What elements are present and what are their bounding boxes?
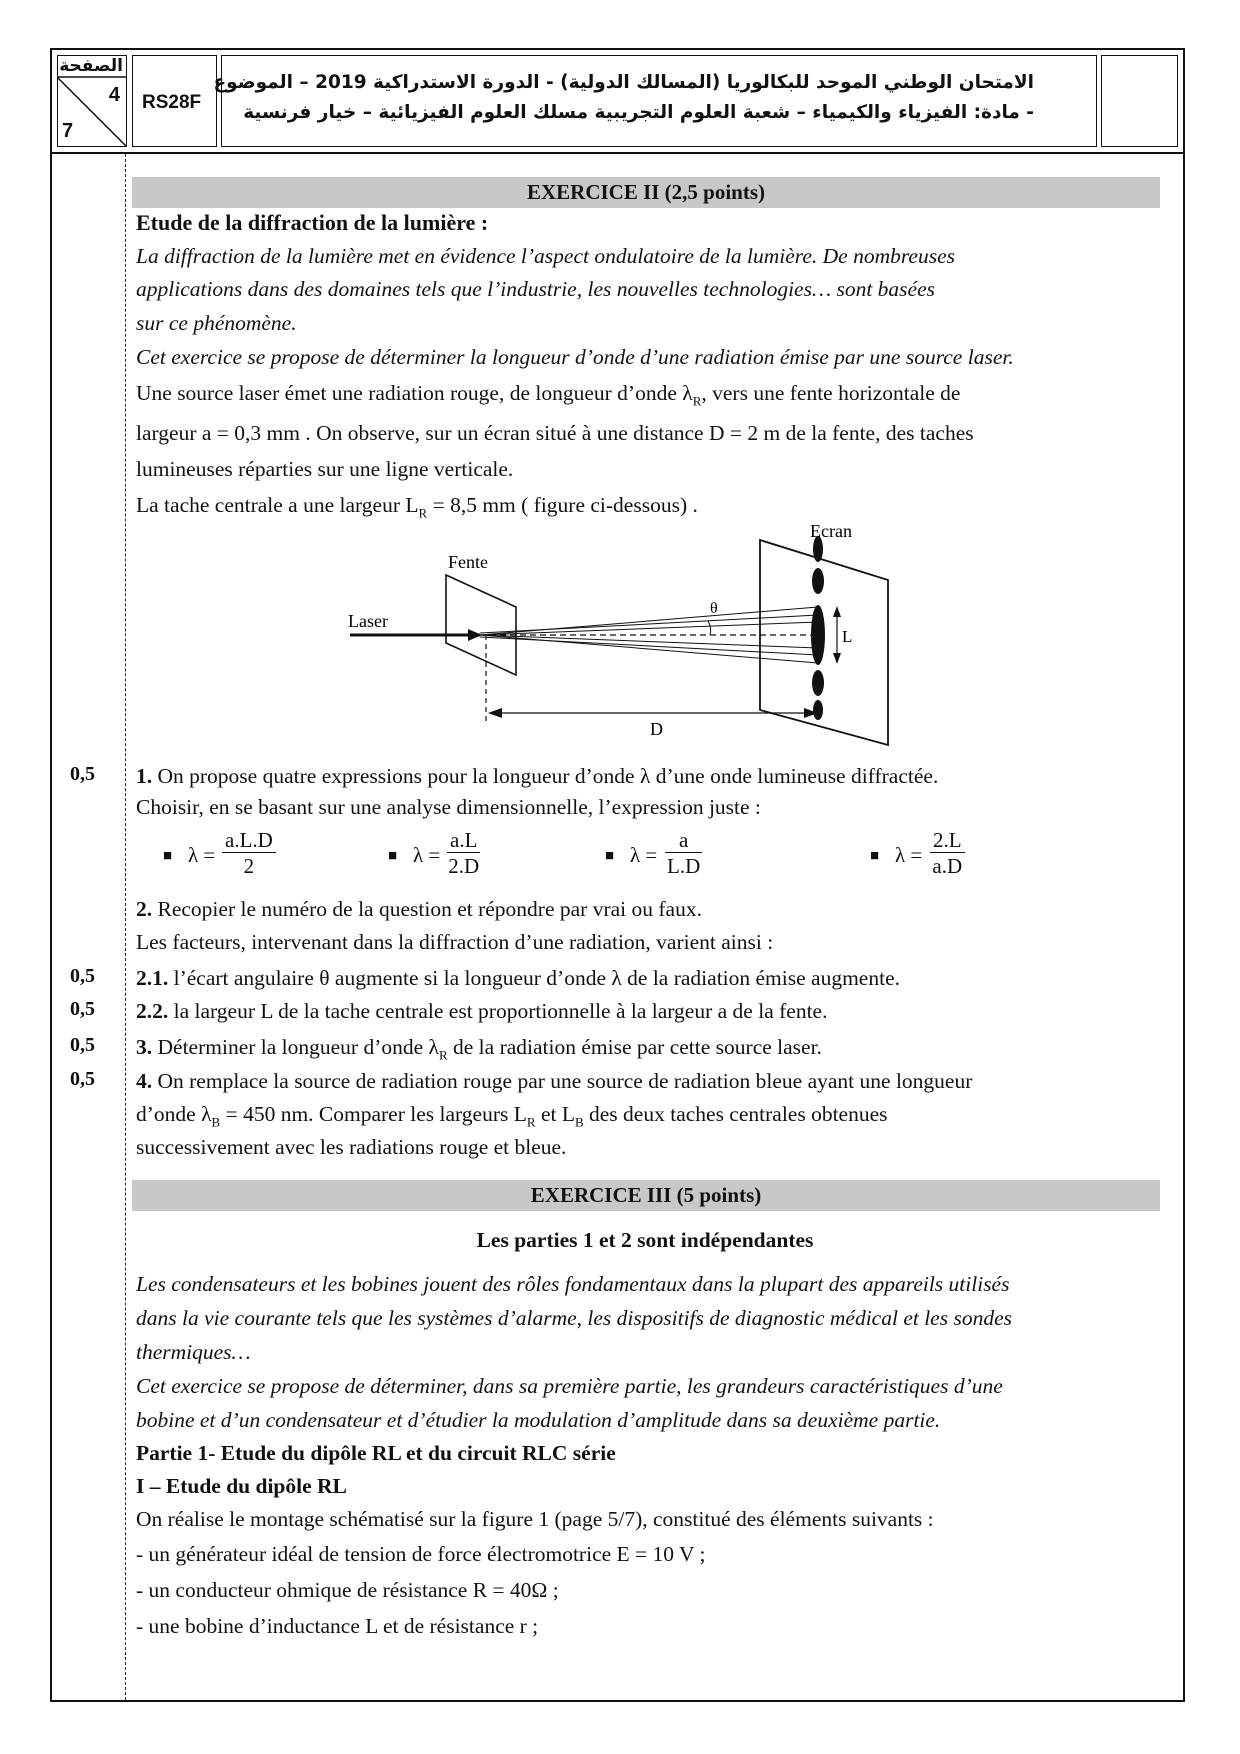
text-part: = 450 nm. Comparer les largeurs L [220, 1102, 527, 1126]
question-text: la largeur L de la tache centrale est proportionnelle à la largeur a de la fente. [168, 999, 828, 1023]
label-ecran: Ecran [810, 525, 852, 541]
numerator: a.L.D [222, 828, 276, 853]
lambda-symbol: λ [682, 381, 693, 405]
page-label: الصفحة [59, 56, 123, 76]
exercise-3-banner: EXERCICE III (5 points) [132, 1180, 1160, 1211]
theta-arc [708, 621, 711, 635]
points-q1: 0,5 [70, 763, 95, 785]
points-q4: 0,5 [70, 1068, 95, 1090]
page-total: 7 [62, 120, 74, 142]
question-text: de la radiation émise par cette source laser. [447, 1035, 822, 1059]
subject-code-box [132, 55, 217, 147]
ex3-line-4: - une bobine d’inductance L et de résistance r ; [136, 1614, 539, 1638]
question-3 [136, 1034, 822, 1068]
question-number: 4. [136, 1069, 153, 1093]
question-number: 2. [136, 897, 153, 921]
question-number: 2.1. [136, 966, 169, 990]
intro-line-1: La diffraction de la lumière met en évidence l’aspect ondulatoire de la lumière. De nombreuses [136, 244, 955, 268]
label-fente: Fente [448, 552, 488, 572]
text-part: des deux taches centrales obtenues [583, 1102, 888, 1126]
lambda-eq: λ = [188, 843, 216, 867]
secondary-spot [812, 568, 824, 594]
question-1-line-2: Choisir, en se basant sur une analyse dimensionnelle, l’expression juste : [136, 795, 761, 819]
paragraph-line-4 [136, 492, 698, 526]
intro-line-2: applications dans des domaines tels que l’industrie, les nouvelles technologies… sont basées [136, 277, 935, 301]
question-text: On remplace la source de radiation rouge par une source de radiation bleue ayant une longueur [152, 1069, 973, 1093]
question-4-line-1 [136, 1068, 972, 1094]
question-2-line-2: Les facteurs, intervenant dans la diffraction d’une radiation, varient ainsi : [136, 930, 774, 954]
page-number: 4 [108, 84, 120, 106]
bullet: ■ [163, 848, 173, 864]
question-number: 1. [136, 764, 153, 788]
label-l: L [842, 627, 853, 646]
question-4-line-2 [136, 1101, 888, 1135]
bullet: ■ [388, 848, 398, 864]
ex3-intro-3: thermiques… [136, 1340, 251, 1364]
margin-dashed-line [125, 154, 126, 1700]
fraction-4 [930, 828, 965, 879]
question-1-line-1 [136, 763, 938, 789]
text-part: Une source laser émet une radiation rouge, de longueur d’onde [136, 381, 683, 405]
ex3-intro-5: bobine et d’un condensateur et d’étudier la modulation d’amplitude dans sa deuxième partie. [136, 1408, 941, 1432]
subscript-r: R [692, 393, 702, 409]
bullet: ■ [870, 848, 880, 864]
header-divider [50, 152, 1185, 154]
diffraction-figure [340, 525, 910, 750]
page-number-box [57, 55, 127, 147]
exercise-3-subtitle: Les parties 1 et 2 sont indépendantes [476, 1228, 814, 1252]
slit-plate [446, 575, 516, 675]
fraction-1 [222, 828, 276, 879]
subscript-b: B [574, 1114, 584, 1130]
question-text: Déterminer la longueur d’onde λ [152, 1035, 439, 1059]
exercise-2-banner: EXERCICE II (2,5 points) [132, 177, 1160, 208]
label-d: D [650, 719, 663, 739]
ex3-line-3: - un conducteur ohmique de résistance R = 40Ω ; [136, 1578, 559, 1602]
fraction-3 [665, 828, 702, 879]
points-q21: 0,5 [70, 965, 95, 987]
question-2-1 [136, 965, 900, 991]
denominator: a.D [932, 854, 963, 878]
fraction-2 [447, 828, 480, 879]
subject-code: RS28F [142, 92, 202, 113]
question-text: l’écart angulaire θ augmente si la longueur d’onde λ de la radiation émise augmente. [168, 966, 900, 990]
denominator: 2.D [448, 854, 480, 878]
paragraph-line-3: lumineuses réparties sur une ligne verticale. [136, 457, 514, 481]
question-text: Recopier le numéro de la question et répondre par vrai ou faux. [152, 897, 702, 921]
laser-arrow [468, 629, 482, 641]
exam-title-line1: الامتحان الوطني الموحد للبكالوريا (المسالك الدولية) - الدورة الاستدراكية 2019 – الموضوع [213, 72, 1034, 93]
ex3-line-1: On réalise le montage schématisé sur la figure 1 (page 5/7), constitué des éléments suivants : [136, 1507, 934, 1531]
question-4-line-3: successivement avec les radiations rouge et bleue. [136, 1135, 567, 1159]
lambda-eq: λ = [413, 843, 441, 867]
points-q22: 0,5 [70, 998, 95, 1020]
ex3-intro-1: Les condensateurs et les bobines jouent des rôles fondamentaux dans la plupart des appareils utilisés [136, 1272, 1010, 1296]
question-text: On propose quatre expressions pour la longueur d’onde λ d’une onde lumineuse diffractée. [152, 764, 939, 788]
secondary-spot [813, 700, 823, 720]
secondary-spot [812, 670, 824, 696]
lambda-eq: λ = [630, 843, 658, 867]
paragraph-line-1 [136, 380, 960, 414]
text-part: , vers une fente horizontale de [701, 381, 961, 405]
bullet: ■ [605, 848, 615, 864]
subscript-r: R [526, 1114, 536, 1130]
numerator: 2.L [930, 828, 965, 853]
subscript-r: R [438, 1047, 448, 1063]
numerator: a [665, 828, 702, 853]
text-part: et L [535, 1102, 575, 1126]
label-theta: θ [710, 600, 718, 617]
ex3-intro-2: dans la vie courante tels que les systèmes d’alarme, les dispositifs de diagnostic médical et les sondes [136, 1306, 1012, 1330]
exam-title-line2: - مادة: الفيزياء والكيمياء – شعبة العلوم التجريبية مسلك العلوم الفيزيائية – خيار فرنسية [243, 102, 1034, 123]
paragraph-line-2: largeur a = 0,3 mm . On observe, sur un écran situé à une distance D = 2 m de la fente, des taches [136, 421, 974, 445]
subscript-b: B [211, 1114, 221, 1130]
denominator: 2 [243, 854, 255, 878]
ex3-line-2: - un générateur idéal de tension de force électromotrice E = 10 V ; [136, 1542, 706, 1566]
denominator: L.D [667, 854, 701, 878]
numerator: a.L [447, 828, 480, 853]
subscript-r: R [418, 505, 428, 521]
intro-line-3: sur ce phénomène. [136, 311, 297, 335]
question-number: 2.2. [136, 999, 169, 1023]
label-laser: Laser [348, 611, 388, 631]
section-1-heading: I – Etude du dipôle RL [136, 1474, 347, 1498]
text-part: = 8,5 mm ( figure ci-dessous) . [427, 493, 698, 517]
lambda-eq: λ = [895, 843, 923, 867]
question-2-2 [136, 998, 827, 1024]
text-part: d’onde λ [136, 1102, 212, 1126]
title-box [213, 55, 1097, 147]
text-part: La tache centrale a une largeur L [136, 493, 419, 517]
question-number: 3. [136, 1035, 153, 1059]
part-1-heading: Partie 1- Etude du dipôle RL et du circuit RLC série [136, 1441, 616, 1465]
ex3-intro-4: Cet exercice se propose de déterminer, dans sa première partie, les grandeurs caractéristiques d’une [136, 1374, 1003, 1398]
blank-box [1101, 55, 1178, 147]
question-2-line-1 [136, 896, 702, 922]
points-q3: 0,5 [70, 1034, 95, 1056]
central-spot [811, 605, 825, 665]
exercise-2-heading: Etude de la diffraction de la lumière : [136, 210, 489, 235]
intro-line-4: Cet exercice se propose de déterminer la longueur d’onde d’une radiation émise par une source laser. [136, 345, 1014, 369]
